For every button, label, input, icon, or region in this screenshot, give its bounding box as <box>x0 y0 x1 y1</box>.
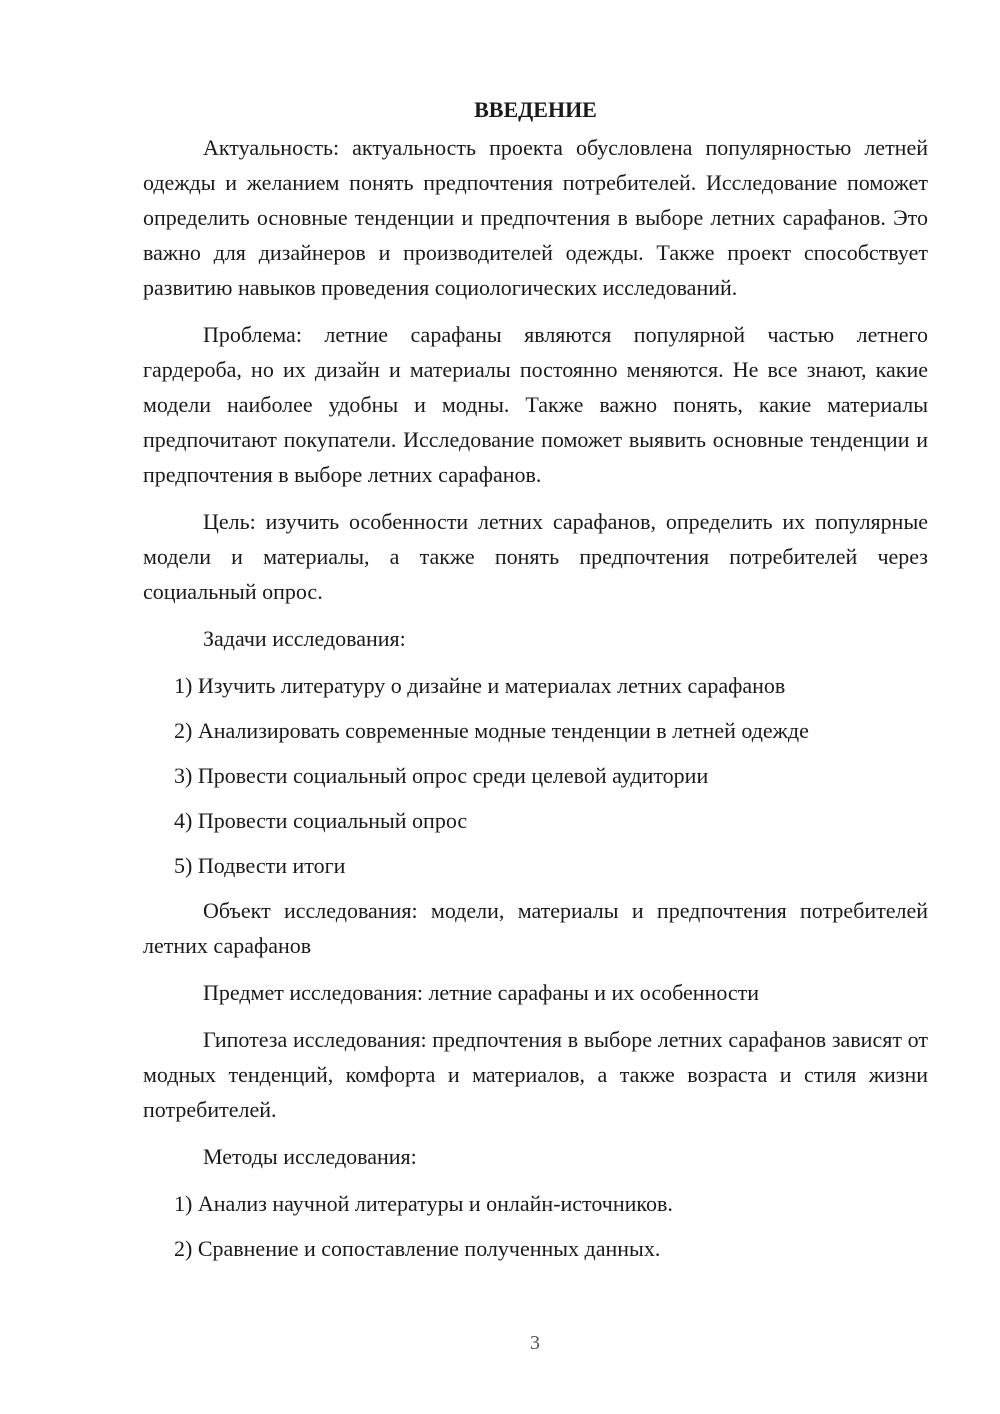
goal-paragraph: Цель: изучить особенности летних сарафанов, определить их популярные модели и материалы, а также понять предпочтения потребителей через социальный опрос. <box>143 509 928 604</box>
problem-paragraph: Проблема: летние сарафаны являются популярной частью летнего гардероба, но их дизайн и материалы постоянно меняются. Не все знают, какие модели наиболее удобны и модны. Также важно понять, какие материалы предпочитают покупатели. Исследование поможет выявить основные тенденции и предпочтения в выборе летних сарафанов. <box>143 322 928 487</box>
page-number: 3 <box>530 1332 540 1354</box>
task-item: 3) Провести социальный опрос среди целевой аудитории <box>174 763 709 788</box>
methods-heading: Методы исследования: <box>203 1144 417 1169</box>
subject-paragraph: Предмет исследования: летние сарафаны и их особенности <box>203 980 760 1005</box>
document-page <box>143 94 928 1276</box>
relevance-paragraph: Актуальность: актуальность проекта обусловлена популярностью летней одежды и желанием понять предпочтения потребителей. Исследование поможет определить основные тенденции и предпочтения в выборе летних сарафанов. Это важно для дизайнеров и производителей одежды. Также проект способствует развитию навыков проведения социологических исследований. <box>143 135 928 300</box>
tasks-heading: Задачи исследования: <box>203 626 406 651</box>
task-item: 5) Подвести итоги <box>174 853 346 878</box>
method-item: 1) Анализ научной литературы и онлайн-источников. <box>174 1191 673 1216</box>
task-item: 2) Анализировать современные модные тенденции в летней одежде <box>174 718 809 743</box>
task-item: 1) Изучить литературу о дизайне и материалах летних сарафанов <box>174 673 786 698</box>
section-title: ВВЕДЕНИЕ <box>474 97 597 122</box>
object-paragraph: Объект исследования: модели, материалы и предпочтения потребителей летних сарафанов <box>143 898 928 958</box>
methods-list <box>143 1186 928 1266</box>
task-item: 4) Провести социальный опрос <box>174 808 468 833</box>
hypothesis-paragraph: Гипотеза исследования: предпочтения в выборе летних сарафанов зависят от модных тенденций, комфорта и материалов, а также возраста и стиля жизни потребителей. <box>143 1027 928 1122</box>
method-item: 2) Сравнение и сопоставление полученных данных. <box>174 1236 661 1261</box>
tasks-list <box>143 668 928 883</box>
